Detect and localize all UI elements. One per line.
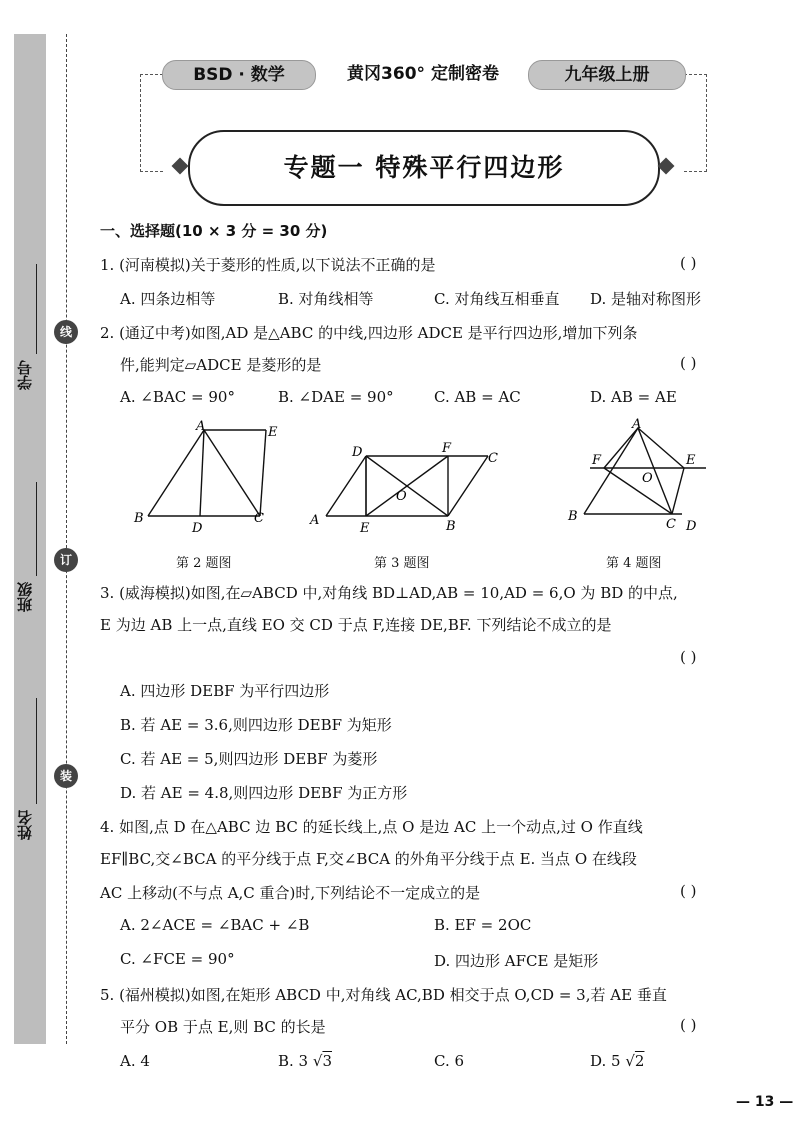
q3-stem-line2: E 为边 AB 上一点,直线 EO 交 CD 于点 F,连接 DE,BF. 下列结论不成立的是 (100, 616, 612, 634)
q3-answer-paren: ( ) (680, 648, 697, 666)
q2-option-b: B. ∠DAE = 90° (278, 388, 394, 406)
q4-option-b: B. EF = 2OC (434, 916, 532, 934)
grade-pill: 九年级上册 (528, 60, 686, 90)
q4-option-c: C. ∠FCE = 90° (120, 950, 235, 968)
fig3-label-c: C (488, 451, 498, 466)
q2-stem-line1: 2. (通辽中考)如图,AD 是△ABC 的中线,四边形 ADCE 是平行四边形,增加下列条 (100, 324, 638, 342)
q5-option-b-label: B. 3 (278, 1052, 309, 1070)
q4-stem-line3: AC 上移动(不与点 A,C 重合)时,下列结论不一定成立的是 (100, 884, 481, 902)
q4-option-a: A. 2∠ACE = ∠BAC + ∠B (120, 916, 310, 934)
fig3-label-a: A (310, 513, 320, 528)
student-id-label: 学号 (16, 360, 34, 390)
fig3-label-o: O (396, 489, 407, 504)
q2-option-d: D. AB = AE (590, 388, 677, 406)
figure-q4 (562, 418, 712, 538)
seal-staple-mark: 装 (54, 764, 78, 788)
fig4-label-f: F (592, 453, 602, 468)
class-label: 班级 (16, 582, 34, 612)
q4-stem-line2: EF∥BC,交∠BCA 的平分线于点 F,交∠BCA 的外角平分线于点 E. 当点 O 在线段 (100, 850, 637, 868)
q2-option-c: C. AB = AC (434, 388, 521, 406)
seal-bind-mark: 订 (54, 548, 78, 572)
q5-stem-line1: 5. (福州模拟)如图,在矩形 ABCD 中,对角线 AC,BD 相交于点 O,CD = 3,若 AE 垂直 (100, 986, 667, 1004)
q5-option-b-radicand: 3 (322, 1052, 332, 1070)
name-label: 姓名 (16, 810, 34, 840)
fig3-label-f: F (442, 442, 452, 456)
diamond-left (172, 158, 189, 175)
q4-stem-line1: 4. 如图,点 D 在△ABC 边 BC 的延长线上,点 O 是边 AC 上一个动点,过 O 作直线 (100, 818, 643, 836)
q3-option-b: B. 若 AE = 3.6,则四边形 DEBF 为矩形 (120, 716, 392, 734)
fig4-label-e: E (686, 453, 696, 468)
q5-option-c: C. 6 (434, 1052, 465, 1070)
q2-answer-paren: ( ) (680, 354, 697, 372)
fig4-label-d: D (686, 519, 697, 534)
q1-stem: 1. (河南模拟)关于菱形的性质,以下说法不正确的是 (100, 256, 436, 274)
q5-option-d-radicand: 2 (634, 1052, 645, 1070)
page-title: 专题一 特殊平行四边形 (188, 130, 660, 206)
fig3-label-d: D (352, 445, 363, 460)
q5-option-a: A. 4 (120, 1052, 150, 1070)
q5-stem-line2: 平分 OB 于点 E,则 BC 的长是 (120, 1018, 326, 1036)
q4-answer-paren: ( ) (680, 882, 697, 900)
q5-option-d (590, 1052, 644, 1070)
binding-strip (14, 34, 46, 1044)
fig2-label-c: C (254, 511, 264, 526)
fig2-label-d: D (192, 521, 203, 536)
q3-option-d: D. 若 AE = 4.8,则四边形 DEBF 为正方形 (120, 784, 408, 802)
q5-option-d-sqrt: √ (625, 1052, 635, 1070)
student-id-blank (36, 264, 37, 354)
q3-option-c: C. 若 AE = 5,则四边形 DEBF 为菱形 (120, 750, 378, 768)
name-blank (36, 698, 37, 804)
section-title: 一、选择题(10 × 3 分 = 30 分) (100, 222, 328, 240)
q5-option-d-label: D. 5 (590, 1052, 621, 1070)
fig2-label-e: E (268, 425, 278, 440)
fig3-caption: 第 3 题图 (374, 556, 430, 571)
q1-option-c: C. 对角线互相垂直 (434, 290, 560, 308)
q2-stem-line2: 件,能判定▱ADCE 是菱形的是 (120, 356, 322, 374)
q1-option-b: B. 对角线相等 (278, 290, 374, 308)
q3-option-a: A. 四边形 DEBF 为平行四边形 (120, 682, 330, 700)
q3-stem-line1: 3. (威海模拟)如图,在▱ABCD 中,对角线 BD⊥AD,AB = 10,AD = 6,O 为 BD 的中点, (100, 584, 678, 602)
q2-option-a: A. ∠BAC = 90° (120, 388, 235, 406)
page-number: — 13 — (736, 1094, 794, 1110)
series-name: 黄冈360° 定制密卷 (347, 64, 499, 84)
q1-answer-paren: ( ) (680, 254, 697, 272)
fig4-label-b: B (568, 509, 578, 524)
q5-answer-paren: ( ) (680, 1016, 697, 1034)
fig2-caption: 第 2 题图 (176, 556, 232, 571)
figure-q2 (130, 418, 290, 538)
fig2-label-a: A (196, 419, 206, 434)
fig2-label-b: B (134, 511, 144, 526)
fig4-caption: 第 4 题图 (606, 556, 662, 571)
fig3-label-e: E (360, 521, 370, 536)
figure-q3 (308, 442, 508, 538)
cut-line (66, 34, 67, 1044)
q1-option-d: D. 是轴对称图形 (590, 290, 702, 308)
edition-pill: BSD · 数学 (162, 60, 316, 90)
seal-line-mark: 线 (54, 320, 78, 344)
q4-option-d: D. 四边形 AFCE 是矩形 (434, 952, 599, 970)
diamond-right (658, 158, 675, 175)
q5-option-b (278, 1052, 332, 1070)
frame-right (684, 74, 707, 172)
q1-option-a: A. 四条边相等 (120, 290, 216, 308)
fig4-label-c: C (666, 517, 676, 532)
fig4-label-o: O (642, 471, 653, 486)
fig3-label-b: B (446, 519, 456, 534)
fig4-label-a: A (632, 418, 642, 432)
q5-option-b-sqrt: √ (312, 1052, 323, 1070)
class-blank (36, 482, 37, 576)
frame-left (140, 74, 163, 172)
